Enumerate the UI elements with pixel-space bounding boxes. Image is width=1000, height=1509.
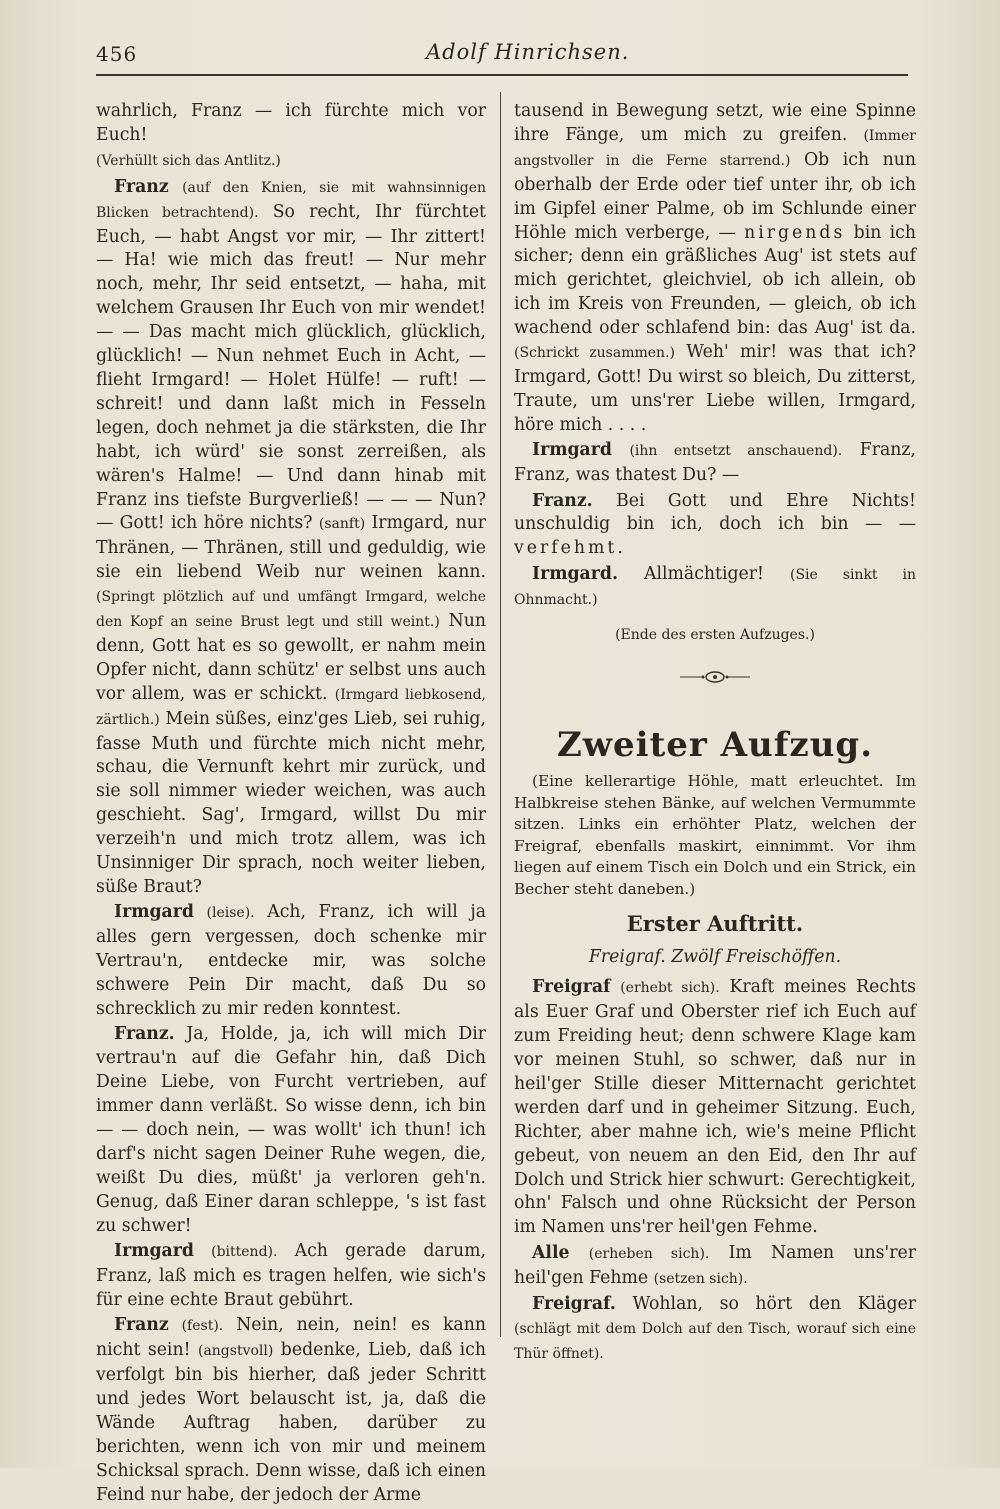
speech-franz-3: Franz (fest). Nein, nein, nein! es kann nicht sein! (angstvoll) bedenke, Lieb, daß ich verfolgt bin bis hierher, daß jeder Schritt und jedes Wort belauscht ist, ja, daß die Wände Auftrag haben, darüber zu berichten, wenn ich von mir und meinem Schicksal sprach. Denn wisse, daß ich einen Feind nur habe, der jedoch der Arme	[96, 1315, 486, 1505]
speaker-name: Franz.	[532, 490, 593, 511]
stage-direction: (Immer angstvoller in die Ferne starrend.)	[514, 127, 916, 169]
stage-direction: (auf den Knien, sie mit wahnsinnigen Blicken betrachtend).	[96, 179, 487, 221]
speech-freigraf-1: Freigraf (erhebt sich). Kraft meines Rechts als Euer Graf und Oberster rief ich Euch auf zum Freiding heut; denn schwere Klage kam vor meinen Stuhl, so schwer, daß nur in heil'ger Stille dieser Mitternacht gerichtet werden darf und in geheimer Sitzung. Euch, Richter, aber mahne ich, wie's meine Pflicht gebeut, von neuem an den Eid, den Ihr auf Dolch und Strick hier schwurt: Gerechtigkeit, ohn' Falsch und ohne Rücksicht der Person im Namen uns'rer heil'gen Fehme.	[514, 977, 917, 1238]
scene-title: Erster Auftritt.	[626, 911, 804, 937]
speech-irmgard-1: Irmgard (leise). Ach, Franz, ich will ja alles gern vergessen, doch schenke mir Vertrau'n, entdecke mir, was solche schwere Pein Dir macht, daß Du so schrecklich zu mir reden konntest.	[96, 902, 487, 1020]
speech-irmgard-3: Irmgard (ihn entsetzt anschauend). Franz, Franz, was thatest Du? —	[514, 440, 917, 486]
stage-direction: (schlägt mit dem Dolch auf den Tisch, worauf sich eine Thür öffnet).	[514, 1320, 916, 1362]
stage-direction: (Sie sinkt in Ohnmacht.)	[514, 566, 917, 608]
running-head: Adolf Hinrichsen.	[426, 40, 630, 64]
speaker-name: Alle	[532, 1242, 570, 1263]
ornament-divider	[514, 669, 916, 689]
stage-direction: (ihn entsetzt anschauend).	[629, 443, 843, 460]
speaker-name: Freigraf	[532, 977, 611, 998]
stage-direction: (leise).	[206, 905, 255, 922]
speech-franz-2: Franz. Ja, Holde, ja, ich will mich Dir vertrau'n auf die Gefahr hin, daß Dich Deine Liebe, von Furcht vertrieben, auf immer dann verläßt. So wisse denn, ich bin — — doch nein, — was wollt' ich thun! ich darf's nicht sagen Deiner Ruhe wegen, die, weißt Du dies, müßt' ja verloren geh'n. Genug, daß Einer daran schleppe, 's ist fast zu schwer!	[96, 1024, 486, 1236]
column-divider	[500, 92, 501, 1337]
paragraph: tausend in Bewegung setzt, wie eine Spinne ihre Fänge, um mich zu greifen. (Immer angstvoller in die Ferne starrend.) Ob ich nun oberhalb der Erde oder tief unter ihr, ob ich im Gipfel einer Palme, ob im Schlunde einer Höhle mich verberge, — nirgends bin ich sicher; denn ein gräßliches Aug' ist stets auf mich gerichtet, gleichviel, ob ich allein, ob ich im Kreis von Freunden, — gleich, ob ich wachend oder schlafend bin: das Aug' ist da. (Schrickt zusammen.) Weh' mir! was that ich? Irmgard, Gott! Du wirst so bleich, Du zitterst, Traute, um uns'rer Liebe willen, Irmgard, höre mich . . . .	[514, 101, 917, 435]
speaker-name: Franz	[114, 1315, 169, 1336]
stage-direction: (erheben sich).	[588, 1245, 710, 1262]
speaker-name: Irmgard	[114, 1241, 194, 1262]
stage-direction: (sanft)	[318, 516, 366, 533]
speaker-name: Franz	[114, 176, 169, 197]
speaker-name: Franz.	[114, 1024, 175, 1045]
stage-direction: (erhebt sich).	[620, 980, 720, 997]
speaker-name: Irmgard.	[532, 563, 618, 584]
left-column	[96, 100, 486, 1509]
paragraph: wahrlich, Franz — ich fürchte mich vor Euch!	[96, 101, 486, 145]
stage-direction: (Verhüllt sich das Antlitz.)	[96, 153, 281, 170]
right-column	[514, 100, 916, 1368]
speaker-name: Irmgard	[114, 902, 194, 923]
speech-alle: Alle (erheben sich). Im Namen uns'rer heil'gen Fehme (setzen sich).	[514, 1242, 917, 1288]
emphasized-word: verfehmt.	[514, 538, 626, 559]
header-rule	[96, 74, 908, 76]
speech-franz-1: Franz (auf den Knien, sie mit wahnsinnigen Blicken betrachtend). So recht, Ihr fürchtet Euch, — habt Angst vor mir, — Ihr zittert! — Ha! wie mich das freut! — Nur mehr noch, mehr, Ihr seid entsetzt, — haha, mit welchem Grausen Ihr Euch von mir wendet! — — Das macht mich glücklich, glücklich, glücklich! — Nun nehmet Euch in Acht, — flieht Irmgard! — Holet Hülfe! — ruft! — schreit! und dann laßt mich in Fesseln legen, doch nehmet ja die stärksten, die Ihr habt, ich würd' sie sonst zerreißen, als wären's Halme! — Und dann hinab mit Franz ins tiefste Burgverließ! — — — Nun? — Gott! ich höre nichts? (sanft) Irmgard, nur Thränen, — Thränen, still und geduldig, wie sie ein liebend Weib nur weinen kann. (Springt plötzlich auf und umfängt Irmgard, welche den Kopf an seine Brust legt und still weint.) Nun denn, Gott hat es so gewollt, er nahm mein Opfer nicht, dann schütz' er selbst uns auch vor allem, was er schickt. (Irmgard liebkosend, zärtlich.) Mein süßes, einz'ges Lieb, sei ruhig, fasse Muth und fürchte mich nicht mehr, schau, die Vernunft kehrt mir zurück, und sie soll nimmer wieder weichen, was auch geschieht. Sag', Irmgard, willst Du mir verzeih'n und mich trotz allem, was ich Unsinniger Dir sprach, noch weiter lieben, süße Braut?	[96, 176, 487, 897]
speech-irmgard-2: Irmgard (bittend). Ach gerade darum, Franz, laß mich es tragen helfen, wie sich's für eine echte Braut gebührt.	[96, 1241, 486, 1310]
stage-direction: (Schrickt zusammen.)	[514, 345, 675, 362]
act-stage-direction: (Eine kellerartige Höhle, matt erleuchtet. Im Halbkreise stehen Bänke, auf welchen Vermummte sitzen. Links ein erhöhter Platz, welchen der Freigraf, ebenfalls maskirt, einnimmt. Vor ihm liegen auf einem Tisch ein Dolch und ein Strick, ein Becher steht daneben.)	[514, 772, 916, 898]
page-header	[96, 36, 910, 76]
speech-irmgard-4: Irmgard. Allmächtiger! (Sie sinkt in Ohnmacht.)	[514, 563, 917, 608]
dramatis-personae: Freigraf. Zwölf Freischöffen.	[588, 947, 842, 968]
speaker-name: Irmgard	[532, 440, 612, 461]
ornament-icon	[680, 669, 750, 685]
stage-direction: (fest).	[181, 1318, 224, 1335]
stage-direction: (Irmgard liebkosend, zärtlich.)	[96, 686, 487, 728]
stage-direction: (bittend).	[211, 1244, 278, 1261]
act-title: Zweiter Aufzug.	[556, 725, 874, 766]
emphasized-word: nirgends	[744, 222, 846, 243]
speech-franz-4: Franz. Bei Gott und Ehre Nichts! unschuldig bin ich, doch ich bin — — verfehmt.	[514, 490, 916, 559]
stage-direction: (setzen sich).	[653, 1270, 748, 1287]
stage-direction: (angstvoll)	[197, 1343, 274, 1360]
page-number: 456	[96, 42, 138, 66]
stage-direction: (Springt plötzlich auf und umfängt Irmgard, welche den Kopf an seine Brust legt und still weint.)	[96, 589, 486, 631]
speech-freigraf-2: Freigraf. Wohlan, so hört den Kläger (schlägt mit dem Dolch auf den Tisch, worauf sich eine Thür öffnet).	[514, 1294, 916, 1362]
speaker-name: Freigraf.	[532, 1294, 616, 1315]
act-end-note: (Ende des ersten Aufzuges.)	[615, 626, 815, 643]
